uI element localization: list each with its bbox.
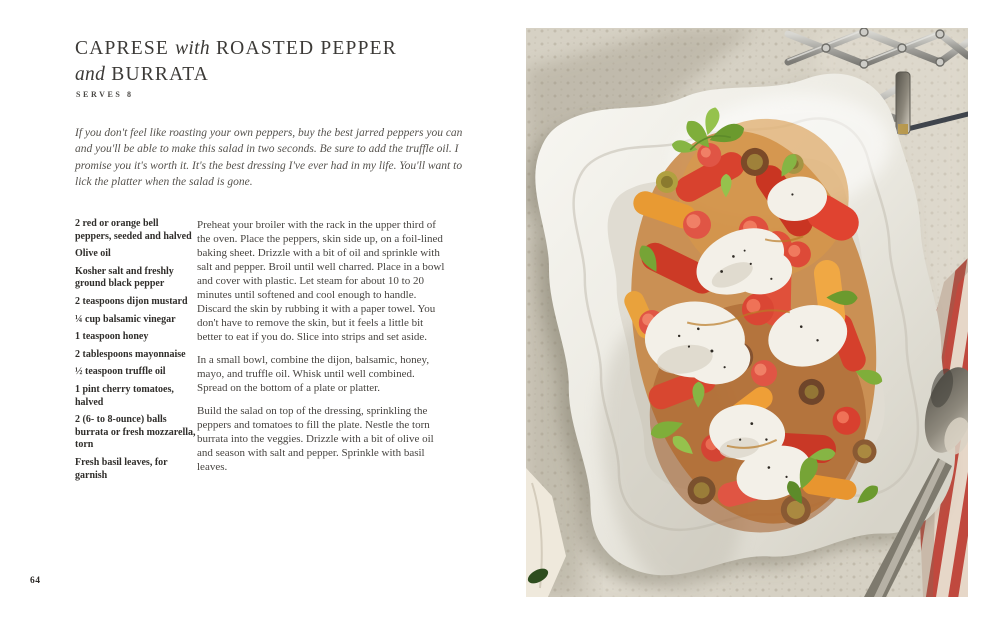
instructions — [197, 218, 446, 483]
page-number: 64 — [30, 576, 41, 586]
title-word: CAPRESE — [75, 38, 170, 59]
title-word: BURRATA — [111, 64, 210, 85]
serves-label: SERVES 8 — [76, 90, 134, 99]
recipe-intro: If you don't feel like roasting your own peppers, buy the best jarred peppers you can and you'll be able to make this salad in two seconds. Be sure to add the truffle oil. I promise you it's worth it. It's the best dressing I've ever had in my life. You'll want to lick the platter when the salad is gone. — [75, 127, 463, 189]
title-word-italic: and — [75, 64, 106, 85]
recipe-photo-svg — [526, 28, 968, 597]
ingredient-item: Olive oil — [75, 248, 111, 260]
recipe-photo — [526, 28, 968, 597]
instruction-paragraph: Preheat your broiler with the rack in the upper third of the oven. Place the peppers, skin side up, on a foil-lined baking sheet. Drizzle with a bit of oil and sprinkle with salt and pepper. Broil until well charred. Place in a bowl and cover with plastic. Let steam for about 10 to 20 minutes until softened and cool enough to handle. Discard the skin by rubbing it with a paper towel. You don't have to remove the skin, but it feels a little bit better to eat if you do. Slice into strips and set aside. — [197, 219, 445, 343]
instruction-paragraph: Build the salad on top of the dressing, sprinkling the peppers and tomatoes to fill the plate. Nestle the torn burrata into the veggies. Drizzle with a bit of olive oil and season with salt and pepper. Sprinkle with basil leaves. — [197, 405, 434, 473]
title-word: ROASTED PEPPER — [215, 38, 397, 59]
ingredient-item: 2 teaspoons dijon mustard — [75, 295, 188, 307]
ingredient-item: Fresh basil leaves, for garnish — [75, 456, 168, 481]
trivet-brass-ferrule — [898, 124, 908, 134]
ingredients-list — [75, 218, 196, 487]
ingredient-item: Kosher salt and freshly ground black pepper — [75, 265, 174, 290]
ingredient-item: 2 tablespoons mayonnaise — [75, 348, 186, 360]
ingredient-item: 1 teaspoon honey — [75, 331, 149, 343]
ingredient-item: ¼ cup balsamic vinegar — [75, 313, 176, 325]
ingredient-item: 2 red or orange bell peppers, seeded and halved — [75, 218, 192, 242]
ingredient-item: ½ teaspoon truffle oil — [75, 366, 166, 378]
instruction-paragraph: In a small bowl, combine the dijon, balsamic, honey, mayo, and truffle oil. Whisk until well combined. Spread on the bottom of a plate or platter. — [197, 354, 430, 394]
title-word-italic: with — [175, 38, 210, 59]
recipe-title — [75, 36, 475, 88]
ingredient-item: 2 (6- to 8-ounce) balls burrata or fresh mozzarella, torn — [75, 414, 196, 451]
ingredient-item: 1 pint cherry tomatoes, halved — [75, 383, 174, 408]
